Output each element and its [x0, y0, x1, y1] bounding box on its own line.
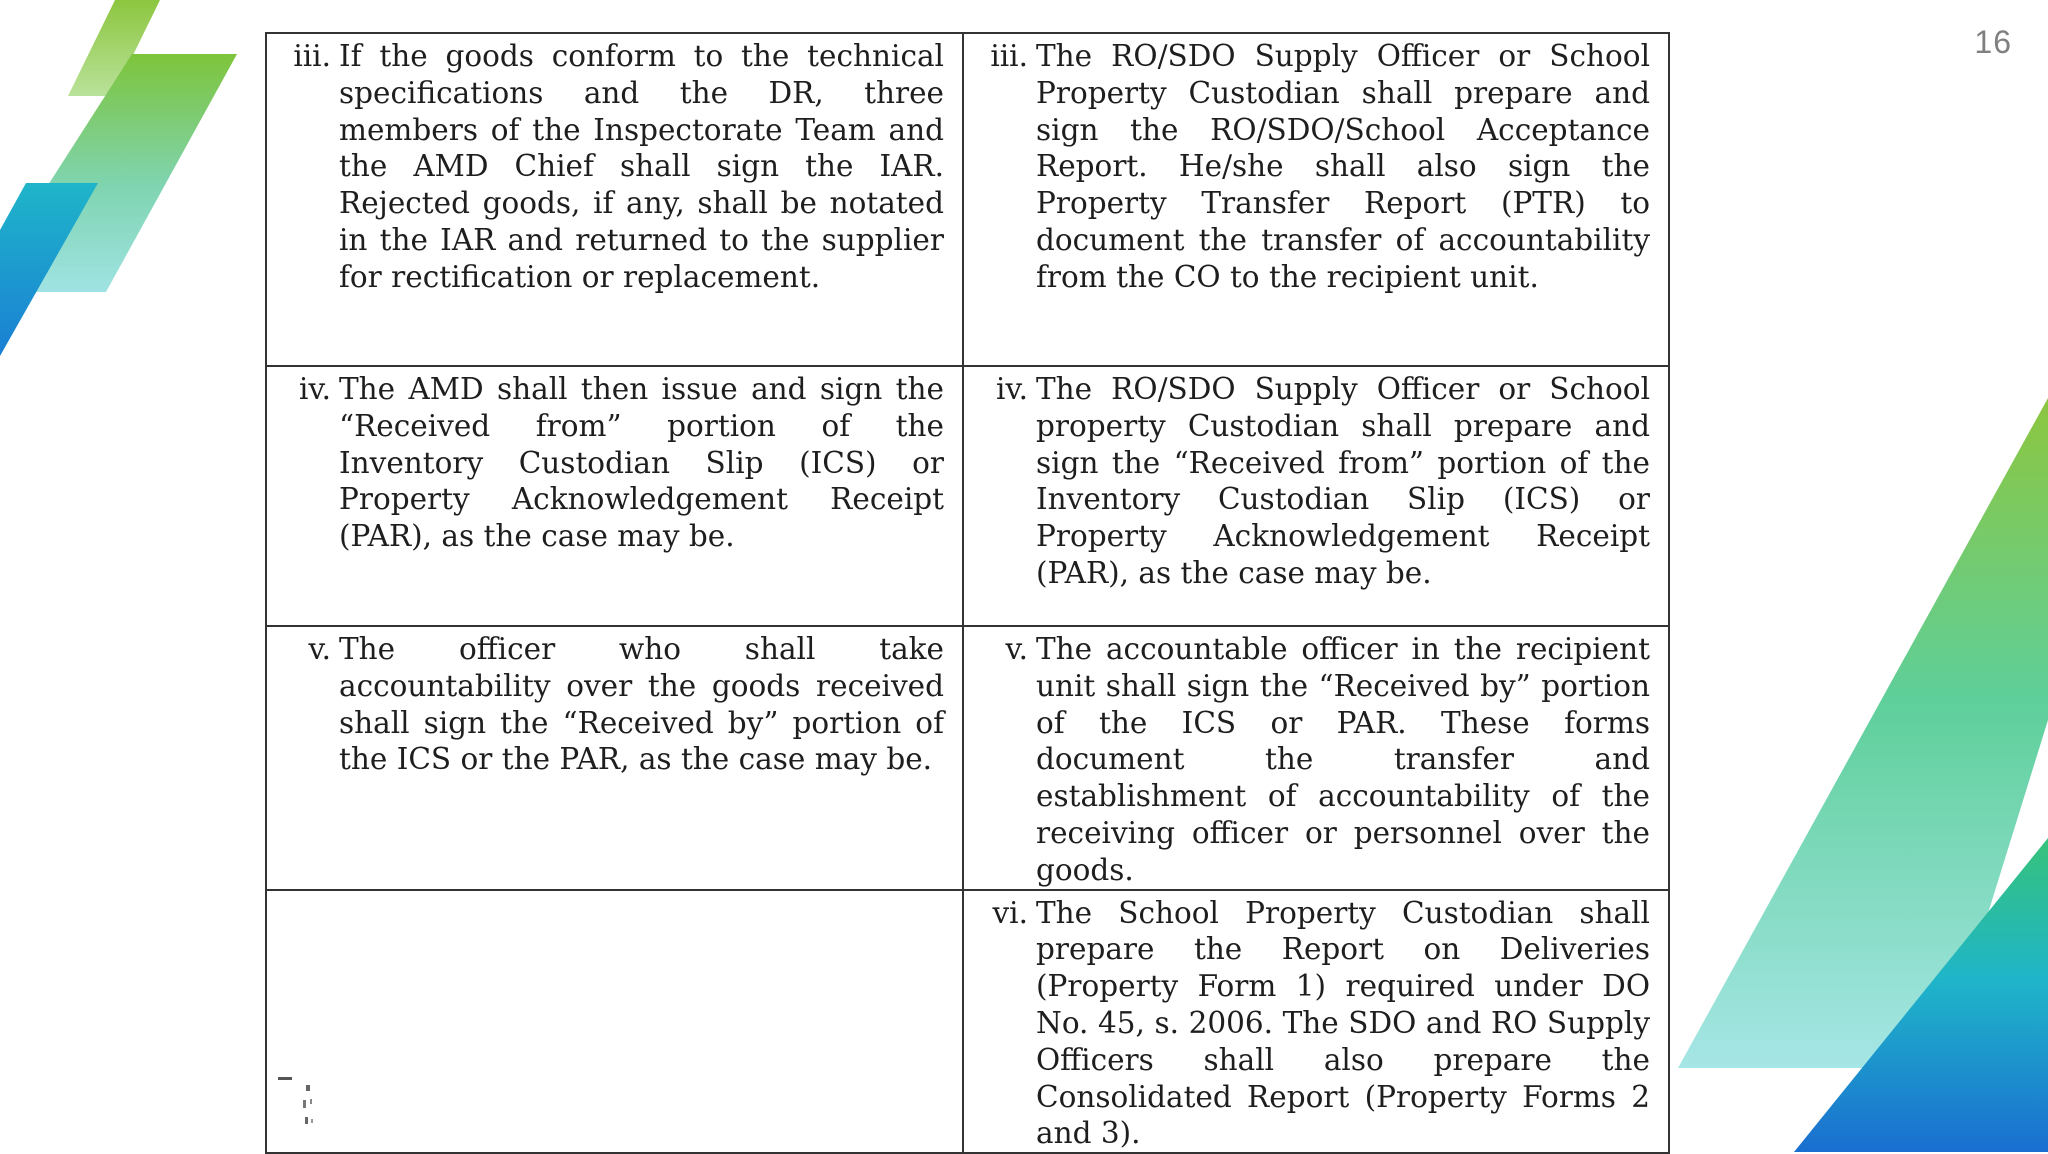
- scan-specks: [276, 1075, 336, 1145]
- table-cell-right: [963, 366, 1669, 626]
- item-marker: iv.: [299, 372, 331, 406]
- item-marker: iii.: [293, 39, 331, 73]
- list-item: [978, 895, 1650, 1153]
- table-row: [266, 626, 1669, 890]
- list-item: [978, 371, 1650, 592]
- list-item: [978, 38, 1650, 296]
- item-marker: iv.: [996, 372, 1028, 406]
- table-row: [266, 366, 1669, 626]
- item-text: If the goods conform to the technical specifications and the DR, three members of the Inspectorate Team and the AMD Chief shall sign the IAR. Rejected goods, if any, shall be notated in the IAR and returned to the supplier for rectification or replacement.: [339, 39, 944, 294]
- table-cell-right: [963, 33, 1669, 366]
- item-text: The School Property Custodian shall prepare the Report on Deliveries (Property Form 1) required under DO No. 45, s. 2006. The SDO and RO Supply Officers shall also prepare the Consolidated Report (Property Forms 2 and 3).: [1036, 895, 1650, 1151]
- table-cell-right: [963, 626, 1669, 890]
- item-marker: v.: [308, 632, 331, 666]
- procedure-table: [265, 32, 1670, 1154]
- item-marker: v.: [1005, 632, 1028, 666]
- table-cell-left: [266, 366, 963, 626]
- item-marker: vi.: [992, 895, 1028, 930]
- item-text: The RO/SDO Supply Officer or School property Custodian shall prepare and sign the “Received from” portion of the Inventory Custodian Slip (ICS) or Property Acknowledgement Receipt (PAR), as the case may be.: [1036, 372, 1650, 590]
- list-item: [281, 631, 944, 778]
- item-text: The RO/SDO Supply Officer or School Property Custodian shall prepare and sign the RO/SDO/School Acceptance Report. He/she shall also sign the Property Transfer Report (PTR) to document the transfer of accountability from the CO to the recipient unit.: [1036, 39, 1650, 294]
- list-item: [978, 631, 1650, 889]
- table-row: [266, 33, 1669, 366]
- item-text: The accountable officer in the recipient unit shall sign the “Received by” portion of the ICS or PAR. These forms document the transfer and establishment of accountability of the receiving officer or personnel over the goods.: [1036, 632, 1650, 887]
- table-cell-left: [266, 626, 963, 890]
- list-item: [281, 38, 944, 296]
- table-cell-left: [266, 33, 963, 366]
- item-text: The AMD shall then issue and sign the “Received from” portion of the Inventory Custodian Slip (ICS) or Property Acknowledgement Receipt (PAR), as the case may be.: [339, 372, 944, 554]
- slide-number: 16: [1974, 24, 2012, 60]
- table-cell-right: [963, 890, 1669, 1154]
- list-item: [281, 371, 944, 555]
- item-marker: iii.: [990, 39, 1028, 73]
- table-row: [266, 890, 1669, 1154]
- item-text: The officer who shall take accountability over the goods received shall sign the “Received by” portion of the ICS or the PAR, as the case may be.: [339, 632, 944, 777]
- table-cell-left-empty: [266, 890, 963, 1154]
